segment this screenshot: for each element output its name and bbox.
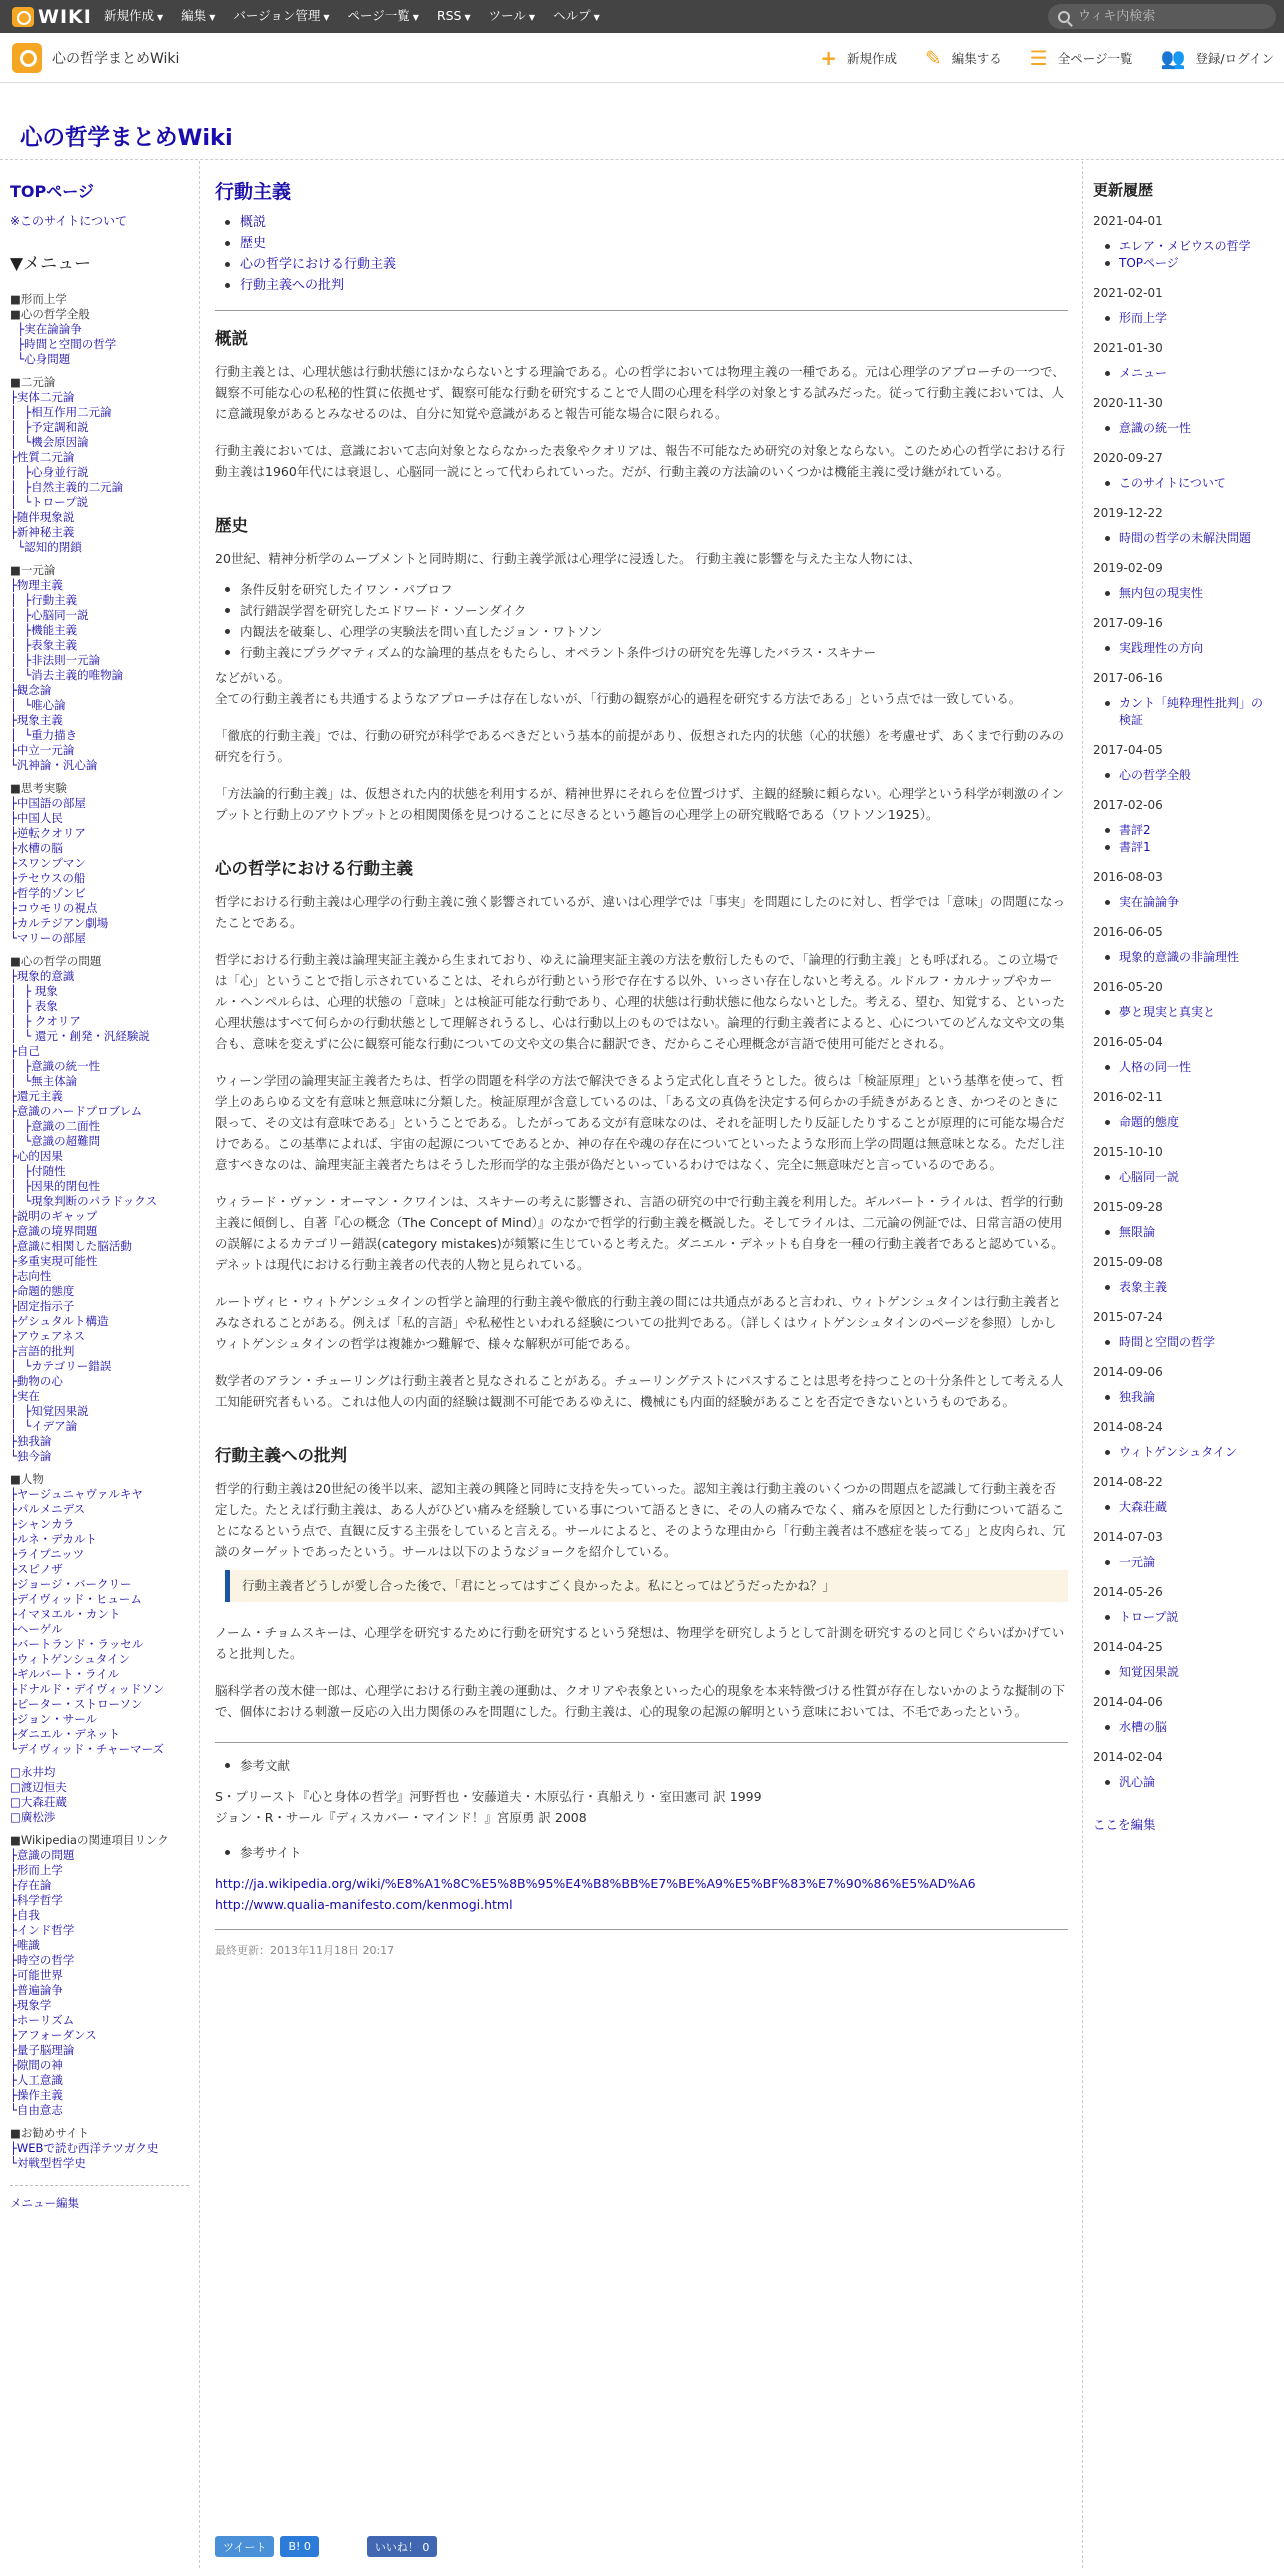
sidebar-item[interactable]: │ └唯心論: [10, 698, 66, 712]
sidebar-item[interactable]: ├固定指示子: [10, 1299, 75, 1313]
top-menu-label: バージョン管理: [233, 8, 321, 23]
sidebar-item[interactable]: ├自我: [10, 1908, 40, 1922]
change-link[interactable]: 一元論: [1093, 1554, 1274, 1571]
sidebar-item[interactable]: └マリーの部屋: [10, 931, 86, 945]
change-link[interactable]: 心脳同一説: [1093, 1169, 1274, 1186]
global-toolbar: [0, 0, 1284, 33]
change-date: 2017-02-06: [1093, 798, 1163, 812]
sidebar-item[interactable]: ├操作主義: [10, 2088, 63, 2102]
top-menu-item[interactable]: [172, 0, 224, 34]
sidebar-item[interactable]: ├現象的意識: [10, 969, 75, 983]
change-date: 2016-05-04: [1093, 1035, 1163, 1049]
paragraph: ノーム・チョムスキーは、心理学を研究するために行動を研究するという発想は、物理学を研究しようとして計測を研究するのと同じぐらいばかげていると批判した。: [215, 1625, 1065, 1661]
menu-edit-link[interactable]: メニュー編集: [10, 2196, 79, 2210]
sidebar-item[interactable]: │ └トロープ説: [10, 495, 89, 509]
sidebar-item[interactable]: ├還元主義: [10, 1089, 63, 1103]
sidebar-item[interactable]: ├パルメニデス: [10, 1502, 86, 1516]
sidebar-item[interactable]: ├現象主義: [10, 713, 63, 727]
change-date: 2021-01-30: [1093, 341, 1163, 355]
sidebar-item[interactable]: ├命題的態度: [10, 1284, 75, 1298]
change-link[interactable]: 無内包の現実性: [1093, 585, 1274, 602]
history-heading: 更新履歴: [1093, 181, 1154, 199]
paragraph: 行動主義とは、心理状態は行動状態にほかならないとする理論である。心の哲学においては物理主義の一種である。元は心理学のアプローチの一つで、観察不可能な心の私秘的性質に依拠せず、観察可能な行動を研究することで人間の心理を科学の対象とする試みだった。従って行動主義においては、人に意識現象があるとみなせるのは、自分に知覚や意識があると報告可能な場合に限られる。: [215, 364, 1065, 421]
sites-label: 参考サイト: [215, 1842, 1068, 1863]
wiki-header: [0, 33, 1284, 83]
wiki-action-label: 全ページ一覧: [1057, 51, 1133, 66]
chevron-down-icon: ▼: [209, 13, 216, 22]
chevron-down-icon: ▼: [528, 13, 536, 22]
top-menu-item[interactable]: [224, 0, 338, 34]
chevron-down-icon: ▼: [593, 13, 600, 22]
sidebar-item[interactable]: ├ヤージュニャヴァルキヤ: [10, 1487, 143, 1501]
sidebar-item[interactable]: ├意識の問題: [10, 1848, 75, 1862]
sidebar-item[interactable]: ├意識のハードプロブレム: [10, 1104, 143, 1118]
paragraph: ウィラード・ヴァン・オーマン・クワインは、スキナーの考えに影響され、言語の研究の中で行動主義を利用した。ギルバート・ライルは、哲学的行動主義に傾倒し、自著『心の概念（The Concept of Mind）』のなかで哲学的行動主義を概説した。そしてライルは、二元論の例証では、日常言語の使用の誤解によるカテゴリー錯誤(category mistakes)が頻繁に生じていると考えた。ダニエル・デネットも自身を一種の行動主義者であると認めている。デネットは現代における行動主義者の代表的人物と見られている。: [215, 1194, 1064, 1272]
change-date: 2016-06-05: [1093, 925, 1163, 939]
sidebar-item[interactable]: │ └重力描き: [10, 728, 78, 742]
pencil-icon: ✎: [925, 46, 942, 70]
change-link[interactable]: 無限論: [1093, 1224, 1274, 1241]
reference-item: S・プリースト『心と身体の哲学』河野哲也・安藤道夫・木原弘行・真船えり・室田憲司 訳 1999: [215, 1789, 762, 1804]
list-item: 試行錯誤学習を研究したエドワード・ソーンダイク: [215, 600, 1068, 621]
change-date: 2014-04-06: [1093, 1695, 1163, 1709]
recent-changes-list: [1093, 214, 1274, 1791]
sidebar-item[interactable]: ├唯識: [10, 1938, 40, 1952]
sidebar-item[interactable]: ├動物の心: [10, 1374, 63, 1388]
change-link[interactable]: 意識の統一性: [1093, 420, 1274, 437]
sidebar-gap: [10, 367, 189, 375]
sidebar-item[interactable]: │ ├ 表象: [10, 999, 58, 1013]
change-date: 2017-04-05: [1093, 743, 1163, 757]
sidebar-item[interactable]: ├中国人民: [10, 811, 63, 825]
sidebar-item[interactable]: ├実在論論争: [10, 322, 82, 336]
change-link[interactable]: 知覚因果説: [1093, 1664, 1274, 1681]
sidebar-item[interactable]: □廣松渉: [10, 1810, 56, 1824]
change-date: 2014-08-22: [1093, 1475, 1163, 1489]
sidebar-item[interactable]: ├イマヌエル・カント: [10, 1607, 121, 1621]
sidebar-item[interactable]: │ └意識の超難問: [10, 1134, 101, 1148]
top-menu-label: 編集: [181, 8, 207, 23]
sidebar-top-link[interactable]: TOPページ: [10, 182, 94, 201]
change-link[interactable]: TOPページ: [1093, 255, 1274, 272]
sidebar-item[interactable]: ├意識の境界問題: [10, 1224, 98, 1238]
sidebar-item[interactable]: ├ジョージ・バークリー: [10, 1577, 132, 1591]
sidebar-item[interactable]: ├哲学的ゾンビ: [10, 886, 86, 900]
sidebar-item[interactable]: │ └機会原因論: [10, 435, 89, 449]
paragraph: 「徹底的行動主義」では、行動の研究が科学であるべきだという基本的前提があり、仮想された内的状態（心的状態）を考慮せず、あくまで行動のみの研究を行う。: [215, 728, 1065, 764]
sidebar-gap: [10, 1825, 189, 1833]
change-date: 2015-10-10: [1093, 1145, 1163, 1159]
change-link[interactable]: 心の哲学全般: [1093, 767, 1274, 784]
table-of-contents: [215, 212, 1068, 296]
sidebar-item[interactable]: ├カルテジアン劇場: [10, 916, 109, 930]
sidebar-item[interactable]: ├観念論: [10, 683, 52, 697]
sidebar-item[interactable]: □渡辺恒夫: [10, 1780, 67, 1794]
blockquote: 行動主義者どうしが愛し合った後で、「君にとってはすごく良かったよ。私にとってはどうだったかね？」: [225, 1570, 1068, 1602]
section-heading-philosophy: 心の哲学における行動主義: [215, 859, 413, 878]
change-date: 2014-02-04: [1093, 1750, 1163, 1764]
sidebar-item[interactable]: ├多重実現可能性: [10, 1254, 98, 1268]
sidebar-item[interactable]: │ ├心身並行説: [10, 465, 89, 479]
sidebar-item[interactable]: ├バートランド・ラッセル: [10, 1637, 144, 1651]
history-list: [215, 579, 1068, 663]
search-input[interactable]: [1078, 9, 1258, 24]
sidebar-about-link[interactable]: ※このサイトについて: [10, 214, 127, 228]
sidebar-item[interactable]: │ ├ クオリア: [10, 1014, 81, 1028]
top-menu-item[interactable]: [428, 0, 480, 34]
sidebar-item[interactable]: ├性質二元論: [10, 450, 75, 464]
change-link[interactable]: 形而上学: [1093, 310, 1274, 327]
sidebar-item[interactable]: ├科学哲学: [10, 1893, 63, 1907]
sidebar-item[interactable]: │ ├意識の二面性: [10, 1119, 101, 1133]
toc-item[interactable]: 概説: [215, 212, 1068, 233]
twitter-button[interactable]: ツイート: [215, 2536, 274, 2557]
paragraph: ウィーン学団の論理実証主義者たちは、哲学の問題を科学の方法で解決できるよう定式化し直そうとした。彼らは「検証原理」という基準を使って、哲学上のあらゆる文を有意味と無意味に分類した。検証原理が含意しているのは、「ある文の真偽を決定する何らかの手続きがあるとき、かつそのときに限って、その文は有意味である」ということである。したがってある文が有意味なのは、それを証明したり反証したりすることが原理的に可能な場合だけである。この基準によれば、宇宙の起源についてであるとか、神の存在や魂の存在についてといったような形而上学の問題は無意味となる。ただし注意すべきなのは、論理実証主義者たちはそうした形而学的な主張が偽だといっているわけではなく、完全に無意味だと言っているのである。: [215, 1073, 1065, 1172]
site-link[interactable]: http://www.qualia-manifesto.com/kenmogi.html: [215, 1897, 513, 1912]
sidebar-item[interactable]: ├心的因果: [10, 1149, 63, 1163]
change-date: 2015-07-24: [1093, 1310, 1163, 1324]
sidebar-item[interactable]: │ ├因果的閉包性: [10, 1179, 101, 1193]
sidebar-item[interactable]: └汎神論・汎心論: [10, 758, 98, 772]
sidebar-item[interactable]: ├スワンプマン: [10, 856, 86, 870]
section-heading-overview: 概説: [215, 329, 248, 348]
divider: [215, 1742, 1068, 1743]
change-date: 2020-09-27: [1093, 451, 1163, 465]
sidebar-item[interactable]: ├シャンカラ: [10, 1517, 75, 1531]
change-date: 2014-07-03: [1093, 1530, 1163, 1544]
wiki-logo-text: WIKI: [38, 5, 92, 28]
references-list: [215, 1786, 1068, 1828]
sidebar-item[interactable]: ├ジョン・サール: [10, 1712, 97, 1726]
sidebar-item[interactable]: ├WEBで読む西洋テツガク史: [10, 2141, 159, 2155]
sidebar-item[interactable]: ├隙間の神: [10, 2058, 63, 2072]
sidebar-item[interactable]: └認知的閉鎖: [10, 540, 82, 554]
paragraph: などがいる。 全ての行動主義者にも共通するようなアプローチは存在しないが、「行動の観察が心的過程を研究する方法である」という点では一致している。: [215, 670, 1022, 706]
change-link[interactable]: 水槽の脳: [1093, 1719, 1274, 1736]
change-date: 2016-08-03: [1093, 870, 1163, 884]
sidebar-item[interactable]: ├時間と空間の哲学: [10, 337, 117, 351]
change-link[interactable]: このサイトについて: [1093, 475, 1274, 492]
sidebar-item[interactable]: ├アフォーダンス: [10, 2028, 97, 2042]
site-banner: [0, 84, 1284, 160]
change-date: 2021-02-01: [1093, 286, 1163, 300]
wiki-actions: [792, 33, 1274, 83]
sidebar-item[interactable]: ├デイヴィッド・ヒューム: [10, 1592, 142, 1606]
top-menu-item[interactable]: [339, 0, 428, 34]
wiki-action-0[interactable]: [820, 46, 897, 70]
wiki-icon: [12, 43, 42, 73]
change-date: 2016-02-11: [1093, 1090, 1163, 1104]
change-date: 2020-11-30: [1093, 396, 1163, 410]
change-link[interactable]: トロープ説: [1093, 1609, 1274, 1626]
sidebar-item[interactable]: │ ├機能主義: [10, 623, 78, 637]
sidebar-group-heading: ■一元論: [10, 563, 56, 577]
sidebar-item[interactable]: ├時空の哲学: [10, 1953, 75, 1967]
paragraph: 「方法論的行動主義」は、仮想された内的状態を利用するが、精神世界にそれらを位置づけず、主観的経験に頼らない。心理学という科学が刺激のインプットと行動上のアウトプットとの相関関係を見つけることに尽きるという趣旨の心理学上の研究戦略である（ワトソン1925）。: [215, 786, 1065, 822]
wiki-search: [1048, 4, 1276, 29]
top-menu-label: ヘルプ: [553, 8, 591, 23]
sidebar-item[interactable]: ├コウモリの視点: [10, 901, 98, 915]
wiki-action-1[interactable]: [925, 46, 1002, 70]
sidebar-group-heading: ■人物: [10, 1472, 44, 1486]
change-link[interactable]: 汎心論: [1093, 1774, 1274, 1791]
change-link[interactable]: カント「純粋理性批判」の検証: [1093, 695, 1274, 729]
sidebar-item[interactable]: ├存在論: [10, 1878, 52, 1892]
sidebar-item[interactable]: │ ├自然主義的二元論: [10, 480, 124, 494]
list-item: 条件反射を研究したイワン・パブロフ: [215, 579, 1068, 600]
change-link[interactable]: 命題的態度: [1093, 1114, 1274, 1131]
sidebar-item[interactable]: ├ホーリズム: [10, 2013, 75, 2027]
references-label: 参考文献: [215, 1755, 1068, 1776]
sidebar-item[interactable]: ├ギルバート・ライル: [10, 1667, 120, 1681]
top-menu-label: RSS: [436, 8, 462, 23]
reference-item: ジョン・R・サール『ディスカバー・マインド！』宮原勇 訳 2008: [215, 1810, 587, 1825]
chevron-down-icon: ▼: [323, 13, 330, 22]
top-menu-label: ページ一覧: [347, 8, 410, 23]
sidebar-item[interactable]: │ ├知覚因果説: [10, 1404, 89, 1418]
edit-here-link[interactable]: ここを編集: [1093, 1817, 1156, 1832]
right-sidebar: [1082, 161, 1284, 2568]
paragraph: 哲学における行動主義は論理実証主義から生まれており、ゆえに論理実証主義の方法を敷衍したもので、「論理的行動主義」とも呼ばれる。この立場では「心」ということで指し示されていることは、それらが行動という形で存在する以外、いっさい存在しないと考える。ルドルフ・カルナップやカール・ヘンペルらは、心理的状態の「意味」とは検証可能な行動であり、心理的状態は行動状態に他ならないとした。考える、望む、知覚する、といった心理状態はすべて何らかの行動状態として理解されうるし、心は行動以上のものではない。論理的行動主義者によると、心についてのどんな文や文の集合も、意味を変えずに公に観察可能な行動についての文や文の集合に翻訳でき、だからこそ心理概念が言語で使用可能だとされる。: [215, 952, 1066, 1051]
toc-item[interactable]: 歴史: [215, 233, 1068, 254]
change-link[interactable]: 夢と現実と真実と: [1093, 1004, 1274, 1021]
change-date: 2015-09-08: [1093, 1255, 1163, 1269]
paragraph: 数学者のアラン・チューリングは行動主義者と見なされることがある。チューリングテストにパスすることは思考を持つことの十分条件として考える人工知能研究者もいる。これは他人の内面的経験は観測不可能であるゆえに、機械にも内面的経験があることを否定できないというものである。: [215, 1373, 1064, 1409]
sidebar-menu: [10, 292, 189, 2171]
sidebar-item[interactable]: │ ├表象主義: [10, 638, 78, 652]
toc-item[interactable]: 心の哲学における行動主義: [215, 254, 1068, 275]
list-item: 行動主義にプラグマティズム的な論理的基点をもたらし、オペラント条件づけの研究を先導したバラス・スキナー: [215, 642, 1068, 663]
sidebar-item[interactable]: │ └現象判断のパラドックス: [10, 1194, 158, 1208]
sidebar-group-heading: ■心の哲学全般: [10, 307, 90, 321]
sidebar-item[interactable]: ├自己: [10, 1044, 40, 1058]
sidebar-item[interactable]: │ └イデア論: [10, 1419, 78, 1433]
sidebar-item[interactable]: ├形而上学: [10, 1863, 63, 1877]
sidebar-item[interactable]: │ └カテゴリー錯誤: [10, 1359, 112, 1373]
sidebar-item[interactable]: │ ├意識の統一性: [10, 1059, 101, 1073]
last-updated: 最終更新：2013年11月18日 20:17: [215, 1944, 395, 1957]
sidebar-item[interactable]: │ └ 還元・創発・汎経験説: [10, 1029, 150, 1043]
sites-heading: [215, 1842, 1068, 1863]
sidebar-item[interactable]: │ ├付随性: [10, 1164, 66, 1178]
change-link[interactable]: 現象的意識の非論理性: [1093, 949, 1274, 966]
change-date: 2016-05-20: [1093, 980, 1163, 994]
sidebar-item[interactable]: ├ライプニッツ: [10, 1547, 85, 1561]
sidebar-item[interactable]: ├ウィトゲンシュタイン: [10, 1652, 131, 1666]
sidebar-item[interactable]: │ ├行動主義: [10, 593, 78, 607]
sidebar-gap: [10, 1757, 189, 1765]
sidebar-item[interactable]: ├普遍論争: [10, 1983, 63, 1997]
sidebar-item[interactable]: ├ゲシュタルト構造: [10, 1314, 109, 1328]
top-menu-label: ツール: [488, 8, 526, 23]
section-heading-criticism: 行動主義への批判: [215, 1446, 347, 1465]
divider: [215, 310, 1068, 311]
paragraph: 20世紀、精神分析学のムーブメントと同時期に、行動主義学派は心理学に浸透した。 行動主義に影響を与えた主な人物には、: [215, 551, 921, 566]
sidebar-gap: [10, 1464, 189, 1472]
paragraph: ルートヴィヒ・ウィトゲンシュタインの哲学と論理的行動主義や徹底的行動主義の間には共通点があると言われ、ウィトゲンシュタインは行動主義者とみなされることがある。例えば「私的言語」や私秘性といわれる経験についての批判である。（詳しくはウィトゲンシュタインのページを参照）しかしウィトゲンシュタインの哲学は複雑かつ難解で、様々な解釈が可能である。: [215, 1294, 1061, 1351]
change-link[interactable]: 実在論論争: [1093, 894, 1274, 911]
sidebar-item[interactable]: ├ルネ・デカルト: [10, 1532, 97, 1546]
sidebar-item[interactable]: ├インド哲学: [10, 1923, 75, 1937]
sidebar-item[interactable]: ├量子脳理論: [10, 2043, 75, 2057]
sidebar-item[interactable]: └心身問題: [10, 352, 71, 366]
change-link[interactable]: エレア・メビウスの哲学: [1093, 238, 1274, 255]
change-date: 2019-12-22: [1093, 506, 1163, 520]
sidebar-item[interactable]: ├説明のギャップ: [10, 1209, 98, 1223]
change-link[interactable]: メニュー: [1093, 365, 1274, 382]
sidebar-divider: [10, 2185, 189, 2186]
page-list-icon: ☰: [1029, 46, 1048, 70]
paragraph: 脳科学者の茂木健一郎は、心理学における行動主義の運動は、クオリアや表象といった心的現象を本来特徴づける性質が存在しないかのような擬制の下で、個体における刺激ー反応の入出力関係のみを問題にした。行動主義は、心的現象の起源の解明という意味においては、不毛であったという。: [215, 1683, 1066, 1719]
plus-icon: +: [820, 46, 837, 70]
paragraph: 哲学的行動主義は20世紀の後半以来、認知主義の興隆と同時に支持を失っていった。認知主義は行動主義のいくつかの問題点を認識して行動主義を否定した。たとえば行動主義は、ある人がひどい痛みを経験している事について語るときに、その人の痛みでなく、痛みを原因とした行動について語ることになるという点で、直観に反する主張をしていると言える。サールによると、そのような理由から「行動主義者は不感症を装ってる」と皮肉られ、冗談のターゲットであったという。サールは以下のようなジョークを紹介している。: [215, 1481, 1066, 1559]
sidebar-group-heading: ■思考実験: [10, 781, 67, 795]
sidebar-item[interactable]: ├可能世界: [10, 1968, 63, 1982]
sidebar-item[interactable]: │ ├ 現象: [10, 984, 58, 998]
change-date: 2015-09-28: [1093, 1200, 1163, 1214]
change-date: 2017-09-16: [1093, 616, 1163, 630]
wiki-action-label: 登録/ログイン: [1195, 51, 1274, 66]
change-link[interactable]: ウィトゲンシュタイン: [1093, 1444, 1274, 1461]
sidebar-item[interactable]: │ └消去主義的唯物論: [10, 668, 124, 682]
sidebar-item[interactable]: ├人工意識: [10, 2073, 63, 2087]
top-menu: [95, 0, 609, 34]
sidebar-item[interactable]: └デイヴィッド・チャーマーズ: [10, 1742, 165, 1756]
facebook-like-button[interactable]: いいね！ 0: [367, 2536, 438, 2557]
change-date: 2014-09-06: [1093, 1365, 1163, 1379]
change-link[interactable]: 大森荘蔵: [1093, 1499, 1274, 1516]
sidebar-item[interactable]: │ ├相互作用二元論: [10, 405, 112, 419]
chevron-down-icon: ▼: [464, 13, 471, 22]
sidebar-item[interactable]: │ └無主体論: [10, 1074, 78, 1088]
sidebar-item[interactable]: ├スピノザ: [10, 1562, 63, 1576]
wiki-action-3[interactable]: [1161, 46, 1275, 70]
sidebar-gap: [10, 946, 189, 954]
page-title[interactable]: 行動主義: [215, 181, 292, 203]
references-heading: [215, 1755, 1068, 1776]
change-date: 2021-04-01: [1093, 214, 1163, 228]
change-link[interactable]: 表象主義: [1093, 1279, 1274, 1296]
sidebar-item[interactable]: ├アウェアネス: [10, 1329, 86, 1343]
section-heading-history: 歴史: [215, 516, 248, 535]
site-title[interactable]: 心の哲学まとめWiki: [20, 125, 233, 151]
sidebar-group-heading: ■心の哲学の問題: [10, 954, 102, 968]
change-date: 2014-05-26: [1093, 1585, 1163, 1599]
wiki-logo-icon: [12, 7, 34, 27]
sidebar-item[interactable]: ├ピーター・ストローソン: [10, 1697, 143, 1711]
sidebar-item[interactable]: ├テセウスの船: [10, 871, 86, 885]
wiki-action-2[interactable]: [1030, 46, 1133, 70]
wiki-action-label: 編集する: [951, 51, 1002, 66]
sidebar-item[interactable]: ├志向性: [10, 1269, 52, 1283]
sidebar-item[interactable]: └独今論: [10, 1449, 52, 1463]
change-date: 2019-02-09: [1093, 561, 1163, 575]
sidebar-item[interactable]: ├現象学: [10, 1998, 52, 2012]
wiki-logo[interactable]: [0, 0, 95, 33]
list-item: 内観法を破棄し、心理学の実験法を問い直したジョン・ワトソン: [215, 621, 1068, 642]
sidebar-item[interactable]: └対戦型哲学史: [10, 2156, 86, 2170]
change-date: 2014-08-24: [1093, 1420, 1163, 1434]
sidebar-item[interactable]: ├随伴現象説: [10, 510, 75, 524]
sidebar-item[interactable]: ├意識に相関した脳活動: [10, 1239, 132, 1253]
chevron-down-icon: ▼: [157, 13, 164, 22]
sidebar-item[interactable]: ├物理主義: [10, 578, 63, 592]
sidebar-item[interactable]: ├水槽の脳: [10, 841, 63, 855]
sidebar-item[interactable]: ├逆転クオリア: [10, 826, 86, 840]
sites-list: [215, 1873, 1068, 1915]
change-date: 2017-06-16: [1093, 671, 1163, 685]
paragraph: 行動主義においては、意識において志向対象とならなかった表象やクオリアは、報告不可能なため研究の対象とならない。このため心の哲学における行動主義は1960年代には衰退し、心脳同一説にとって代わられていった。だが、行動主義の方法論のいくつかは機能主義に受け継がれている。: [215, 443, 1066, 479]
sidebar-group-heading: ■二元論: [10, 375, 56, 389]
change-link[interactable]: 書評1: [1093, 839, 1274, 856]
site-link[interactable]: http://ja.wikipedia.org/wiki/%E8%A1%8C%E5%8B%95%E4%B8%BB%E7%BE%A9%E5%BF%83%E7%90%86%E5%AD%A6: [215, 1876, 976, 1891]
sidebar-item[interactable]: │ ├予定調和説: [10, 420, 89, 434]
sidebar-item[interactable]: ├新神秘主義: [10, 525, 75, 539]
sidebar-item[interactable]: ├ダニエル・デネット: [10, 1727, 120, 1741]
sidebar-item[interactable]: │ ├非法則一元論: [10, 653, 101, 667]
sidebar-gap: [10, 773, 189, 781]
sidebar-gap: [10, 2118, 189, 2126]
change-link[interactable]: 時間と空間の哲学: [1093, 1334, 1274, 1351]
paragraph: 哲学における行動主義は心理学の行動主義に強く影響されているが、違いは心理学では「事実」を問題にしたのに対し、哲学では「意味」の問題になったことである。: [215, 894, 1066, 930]
search-icon: [1058, 11, 1070, 23]
wiki-action-label: 新規作成: [847, 51, 898, 66]
change-link[interactable]: 実践理性の方向: [1093, 640, 1274, 657]
chevron-down-icon: ▼: [412, 13, 419, 22]
sidebar-item[interactable]: └自由意志: [10, 2103, 63, 2117]
top-menu-item[interactable]: [544, 0, 609, 34]
change-date: 2014-04-25: [1093, 1640, 1163, 1654]
sidebar-group-heading: ■お勧めサイト: [10, 2126, 90, 2140]
change-link[interactable]: 書評2: [1093, 822, 1274, 839]
sidebar-item[interactable]: ├言語的批判: [10, 1344, 75, 1358]
top-menu-item[interactable]: [95, 0, 172, 34]
sidebar-item[interactable]: ├実体二元論: [10, 390, 75, 404]
top-menu-item[interactable]: [480, 0, 544, 34]
sidebar-item[interactable]: ├ヘーゲル: [10, 1622, 63, 1636]
wiki-name[interactable]: 心の哲学まとめWiki: [52, 50, 180, 67]
sidebar-group-heading: ■形而上学: [10, 292, 67, 306]
sidebar-item[interactable]: □大森荘蔵: [10, 1795, 67, 1809]
sidebar-item[interactable]: ├独我論: [10, 1434, 52, 1448]
users-icon: 👥: [1160, 46, 1186, 70]
change-link[interactable]: 独我論: [1093, 1389, 1274, 1406]
sidebar-gap: [10, 555, 189, 563]
toc-item[interactable]: 行動主義への批判: [215, 275, 1068, 296]
main-content: [215, 161, 1068, 2568]
change-link[interactable]: 人格の同一性: [1093, 1059, 1274, 1076]
top-menu-label: 新規作成: [104, 8, 155, 23]
sidebar-item[interactable]: │ ├心脳同一説: [10, 608, 89, 622]
change-link[interactable]: 時間の哲学の未解決問題: [1093, 530, 1274, 547]
menu-heading: ▼メニュー: [10, 254, 92, 274]
share-buttons: [215, 2536, 437, 2557]
sidebar-item[interactable]: ├ドナルド・デイヴィッドソン: [10, 1682, 165, 1696]
sidebar-group-heading: ■Wikipediaの関連項目リンク: [10, 1833, 169, 1847]
divider: [215, 1929, 1068, 1930]
sidebar-item[interactable]: □永井均: [10, 1765, 56, 1779]
sidebar-item[interactable]: ├中立一元論: [10, 743, 75, 757]
sidebar-item[interactable]: ├中国語の部屋: [10, 796, 86, 810]
hatena-button[interactable]: B! 0: [280, 2536, 318, 2557]
left-sidebar: [0, 161, 200, 2568]
sidebar-item[interactable]: ├実在: [10, 1389, 40, 1403]
